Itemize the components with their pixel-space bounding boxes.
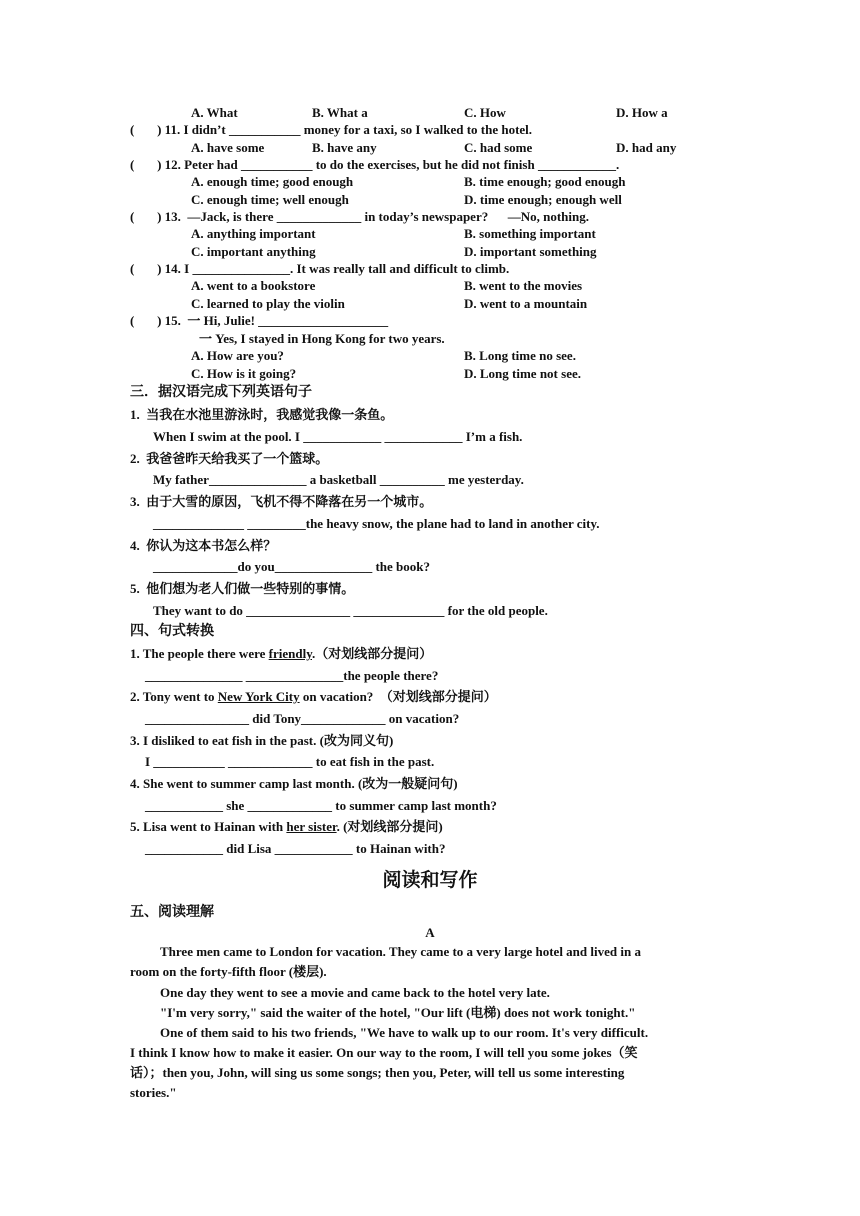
section3-title: 三．据汉语完成下列英语句子	[130, 385, 312, 400]
q14-option-b: B. went to the movies	[464, 278, 583, 293]
q12-option-a: A. enough time; good enough	[191, 174, 354, 189]
section4-q3: 3. I disliked to eat fish in the past. (改为同义句)	[130, 733, 394, 748]
passage-line: I think I know how to make it easier. On our way to the room, I will tell you some jokes（笑	[130, 1045, 638, 1060]
section3-item4-en: _____________do you_______________ the book?	[153, 559, 430, 574]
q11-option-c: C. had some	[464, 140, 533, 155]
q15-option-c: C. How is it going?	[191, 366, 297, 381]
passage-line: 话）；then you, John, will sing us some songs; then you, Peter, will tell us some interesting	[130, 1065, 625, 1080]
q13-option-b: B. something important	[464, 226, 596, 241]
section4-q2: 2. Tony went to New York City on vacation? （对划线部分提问）	[130, 689, 497, 704]
q12-option-c: C. enough time; well enough	[191, 192, 349, 207]
q13-option-d: D. important something	[464, 244, 597, 259]
section3-item3-cn: 3. 由于大雪的原因，飞机不得不降落在另一个城市。	[130, 494, 433, 509]
passage-line: One day they went to see a movie and came back to the hotel very late.	[160, 985, 550, 1000]
section3-item5-en: They want to do ________________ ______________ for the old people.	[153, 603, 548, 618]
q13-option-c: C. important anything	[191, 244, 316, 259]
section4-q4-answer: ____________ she _____________ to summer camp last month?	[145, 798, 497, 813]
section4-q4: 4. She went to summer camp last month. (改为一般疑问句)	[130, 776, 458, 791]
q13-stem: ( ) 13. —Jack, is there _____________ in today’s newspaper? —No, nothing.	[130, 209, 589, 224]
passage-line: stories."	[130, 1085, 177, 1100]
section3-item2-en: My father_______________ a basketball __________ me yesterday.	[153, 472, 524, 487]
section4-title: 四、句式转换	[130, 624, 214, 639]
q14-stem: ( ) 14. I _______________. It was really tall and difficult to climb.	[130, 261, 510, 276]
passage-line: One of them said to his two friends, "We have to walk up to our room. It's very difficult.	[160, 1025, 649, 1040]
section5-title: 五、阅读理解	[130, 905, 214, 920]
q14-option-d: D. went to a mountain	[464, 296, 588, 311]
passage-line: room on the forty-fifth floor (楼层).	[130, 964, 327, 979]
q12-option-d: D. time enough; enough well	[464, 192, 622, 207]
passage-line: "I'm very sorry," said the waiter of the hotel, "Our lift (电梯) does not work tonight."	[160, 1005, 636, 1020]
section4-q5-answer: ____________ did Lisa ____________ to Hainan with?	[145, 841, 446, 856]
q15-reply: 一 Yes, I stayed in Hong Kong for two years.	[199, 331, 445, 346]
q10-option-a: A. What	[191, 105, 238, 120]
section4-q3-answer: I ___________ _____________ to eat fish in the past.	[145, 754, 435, 769]
q10-option-b: B. What a	[312, 105, 368, 120]
q11-option-a: A. have some	[191, 140, 265, 155]
section3-item1-cn: 1. 当我在水池里游泳时，我感觉我像一条鱼。	[130, 407, 394, 422]
section3-item1-en: When I swim at the pool. I ____________ ____________ I’m a fish.	[153, 429, 523, 444]
q15-option-a: A. How are you?	[191, 348, 284, 363]
q11-option-d: D. had any	[616, 140, 677, 155]
q15-stem: ( ) 15. 一 Hi, Julie! ____________________	[130, 313, 389, 328]
section4-q5: 5. Lisa went to Hainan with her sister. (对划线部分提问)	[130, 819, 443, 834]
q14-option-c: C. learned to play the violin	[191, 296, 345, 311]
section3-item3-en: ______________ _________the heavy snow, the plane had to land in another city.	[153, 516, 600, 531]
q13-option-a: A. anything important	[191, 226, 316, 241]
section4-q2-answer: ________________ did Tony_____________ on vacation?	[145, 711, 460, 726]
q15-option-b: B. Long time no see.	[464, 348, 576, 363]
q10-option-d: D. How a	[616, 105, 668, 120]
part-title: 阅读和写作	[382, 870, 478, 891]
section4-q1-answer: _______________ _______________the people there?	[145, 668, 439, 683]
q14-option-a: A. went to a bookstore	[191, 278, 316, 293]
q12-stem: ( ) 12. Peter had ___________ to do the exercises, but he did not finish ____________.	[130, 157, 620, 172]
section3-item2-cn: 2. 我爸爸昨天给我买了一个篮球。	[130, 451, 329, 466]
q10-option-c: C. How	[464, 105, 506, 120]
section3-item4-cn: 4. 你认为这本书怎么样？	[130, 538, 277, 553]
passage-label: A	[425, 925, 435, 940]
q12-option-b: B. time enough; good enough	[464, 174, 626, 189]
section4-q1: 1. The people there were friendly.（对划线部分提问）	[130, 646, 433, 661]
q11-option-b: B. have any	[312, 140, 377, 155]
section3-item5-cn: 5. 他们想为老人们做一些特别的事情。	[130, 581, 355, 596]
q11-stem: ( ) 11. I didn’t ___________ money for a taxi, so I walked to the hotel.	[130, 122, 533, 137]
passage-line: Three men came to London for vacation. They came to a very large hotel and lived in a	[160, 944, 641, 959]
q15-option-d: D. Long time not see.	[464, 366, 581, 381]
